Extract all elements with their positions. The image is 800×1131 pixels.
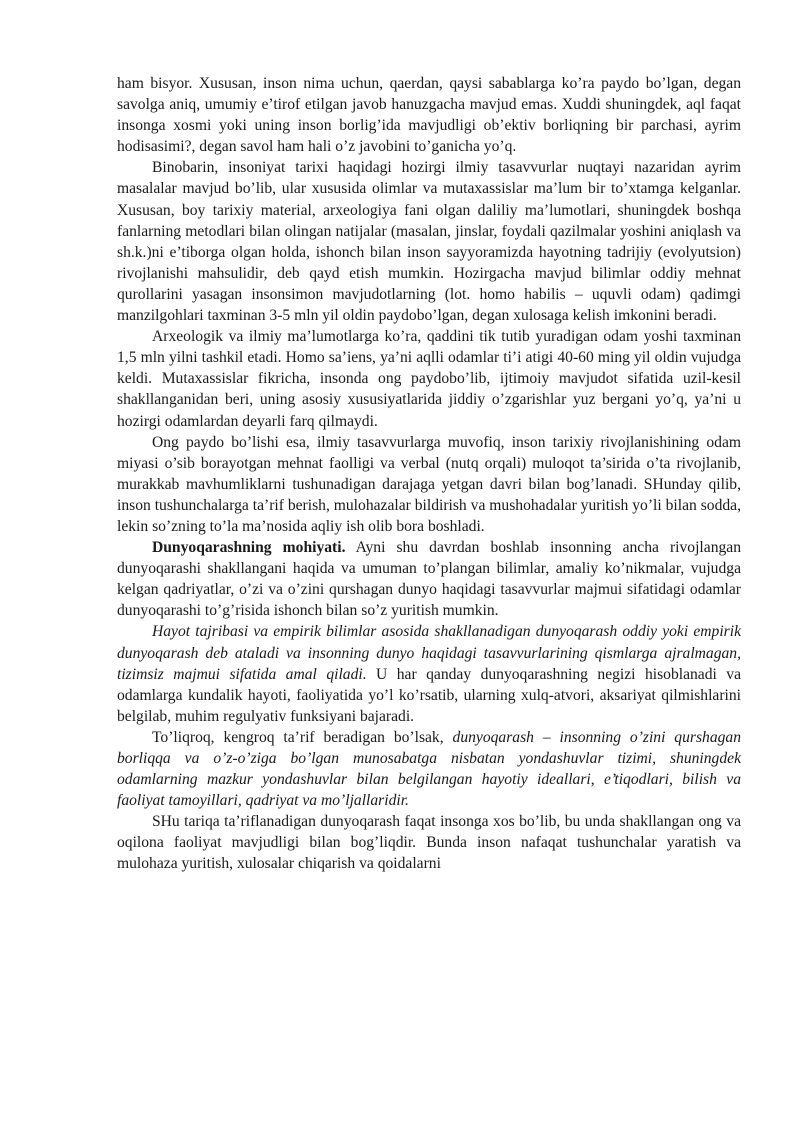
paragraph-5 xyxy=(117,537,741,621)
paragraph-8 xyxy=(117,811,741,874)
paragraph-3 xyxy=(117,326,741,431)
definition-text: Hayot tajribasi va empirik bilimlar asosida shakllanadigan dunyoqarash oddiy yoki empirik dunyoqarash deb ataladi va insonning dunyo haqidagi tasavvurlarining qismlarga ajralmagan, tizimsiz majmui sifatida amal qiladi. xyxy=(117,623,741,683)
paragraph-4 xyxy=(117,432,741,537)
paragraph-text: Ong paydo bo’lishi esa, ilmiy tasavvurlarga muvofiq, inson tarixiy rivojlanishining odam miyasi o’sib borayotgan mehnat faolligi va verbal (nutq orqali) muloqot ta’sirida o’ta rivojlanib, murakkab mavhumliklarni tushunadigan darajaga yetgan davri bilan bog’lanadi. SHunday qilib, inson tushunchalarga ta’rif berish, mulohazalar bildirish va mushohadalar yuritish yo’li bilan sodda, lekin so’zning to’la ma’nosida aqliy ish olib bora boshladi. xyxy=(117,433,741,535)
paragraph-2 xyxy=(117,157,741,326)
paragraph-1 xyxy=(117,73,741,157)
paragraph-text: Ayni shu davrdan boshlab insonning ancha rivojlangan dunyoqarashi shakllangani haqida va umuman to’plangan bilimlar, amaliy ko’nikmalar, vujudga kelgan qadriyatlar, o’zi va o’zini qurshagan dunyo haqidagi tasavvurlar majmui sifatidagi odamlar dunyoqarashi to’g’risida ishonch bilan so’z yuritish mumkin. xyxy=(117,539,742,620)
paragraph-text: ham bisyor. Xususan, inson nima uchun, qaerdan, qaysi sabablarga ko’ra paydo bo’lgan, degan savolga aniq, umumiy e’tirof etilgan javob hanuzgacha mavjud emas. Xuddi shuningdek, aql faqat insonga xosmi yoki uning inson borlig’ida mavjudligi ob’ektiv borliqning bir parchasi, ayrim hodisasimi?, degan savol ham hali o’z javobini to’ganicha yo’q. xyxy=(117,75,741,156)
section-heading: Dunyoqarashning mohiyati. xyxy=(152,539,346,557)
paragraph-text: Arxeologik va ilmiy ma’lumotlarga ko’ra, qaddini tik tutib yuradigan odam yoshi taxminan 1,5 mln yilni tashkil etadi. Homo sa’iens, ya’ni aqlli odamlar ti’i atigi 40-60 ming yil oldin vujudga keldi. Mutaxassislar fikricha, insonda ong paydobo’lib, ijtimoiy mavjudot sifatida uzil-kesil shakllanganidan beri, uning asosiy xususiyatlarida jiddiy o’zgarishlar yuz bergani yo’q, ya’ni u hozirgi odamlardan deyarli farq qilmaydi. xyxy=(117,328,741,430)
paragraph-7 xyxy=(117,727,741,811)
paragraph-text: SHu tariqa ta’riflanadigan dunyoqarash faqat insonga xos bo’lib, bu unda shakllangan ong va oqilona faoliyat mavjudligi bilan bog’liqdir. Bunda inson nafaqat tushunchalar yaratish va mulohaza yuritish, xulosalar chiqarish va qoidalarni xyxy=(117,813,741,873)
paragraph-text: Binobarin, insoniyat tarixi haqidagi hozirgi ilmiy tasavvurlar nuqtayi nazaridan ayrim masalalar mavjud bo’lib, ular xususida olimlar va mutaxassislar ma’lum bir to’xtamga kelganlar. Xususan, boy tarixiy material, arxeologiya fani olgan daliliy ma’lumotlari, shuningdek boshqa fanlarning metodlari bilan olingan natijalar (masalan, jinslar, foydali qazilmalar yoshini aniqlash va sh.k.)ni e’tiborga olgan holda, ishonch bilan inson sayyoramizda hayotning tadrijiy (evolyutsion) rivojlanishi mahsulidir, deb qayd etish mumkin. Hozirgacha mavjud bilimlar oddiy mehnat qurollarini yasagan insonsimon mavjudotlarning (lot. homo habilis – uquvli odam) qadimgi manzilgohlari taxminan 3-5 mln yil oldin paydobo’lgan, degan xulosaga kelish imkonini beradi. xyxy=(117,159,741,325)
definition-text: dunyoqarash – insonning o’zini qurshagan borliqqa va o’z-o’ziga bo’lgan munosabatga nisbatan yondashuvlar tizimi, shuningdek odamlarning mazkur yondashuvlar bilan belgilangan hayotiy ideallari, e’tiqodlari, bilish va faoliyat tamoyillari, qadriyat va mo’ljallaridir. xyxy=(117,728,742,810)
paragraph-text: To’liqroq, kengroq ta’rif beradigan bo’lsak, xyxy=(152,728,453,746)
paragraph-text: U har qanday dunyoqarashning negizi hisoblanadi va odamlarga kundalik hayoti, faoliyatida yo’l ko’rsatib, ularning xulq-atvori, aksariyat qilmishlarini belgilab, muhim regulyativ funksiyani bajaradi. xyxy=(117,665,742,725)
paragraph-6 xyxy=(117,621,741,726)
document-page xyxy=(117,73,741,875)
